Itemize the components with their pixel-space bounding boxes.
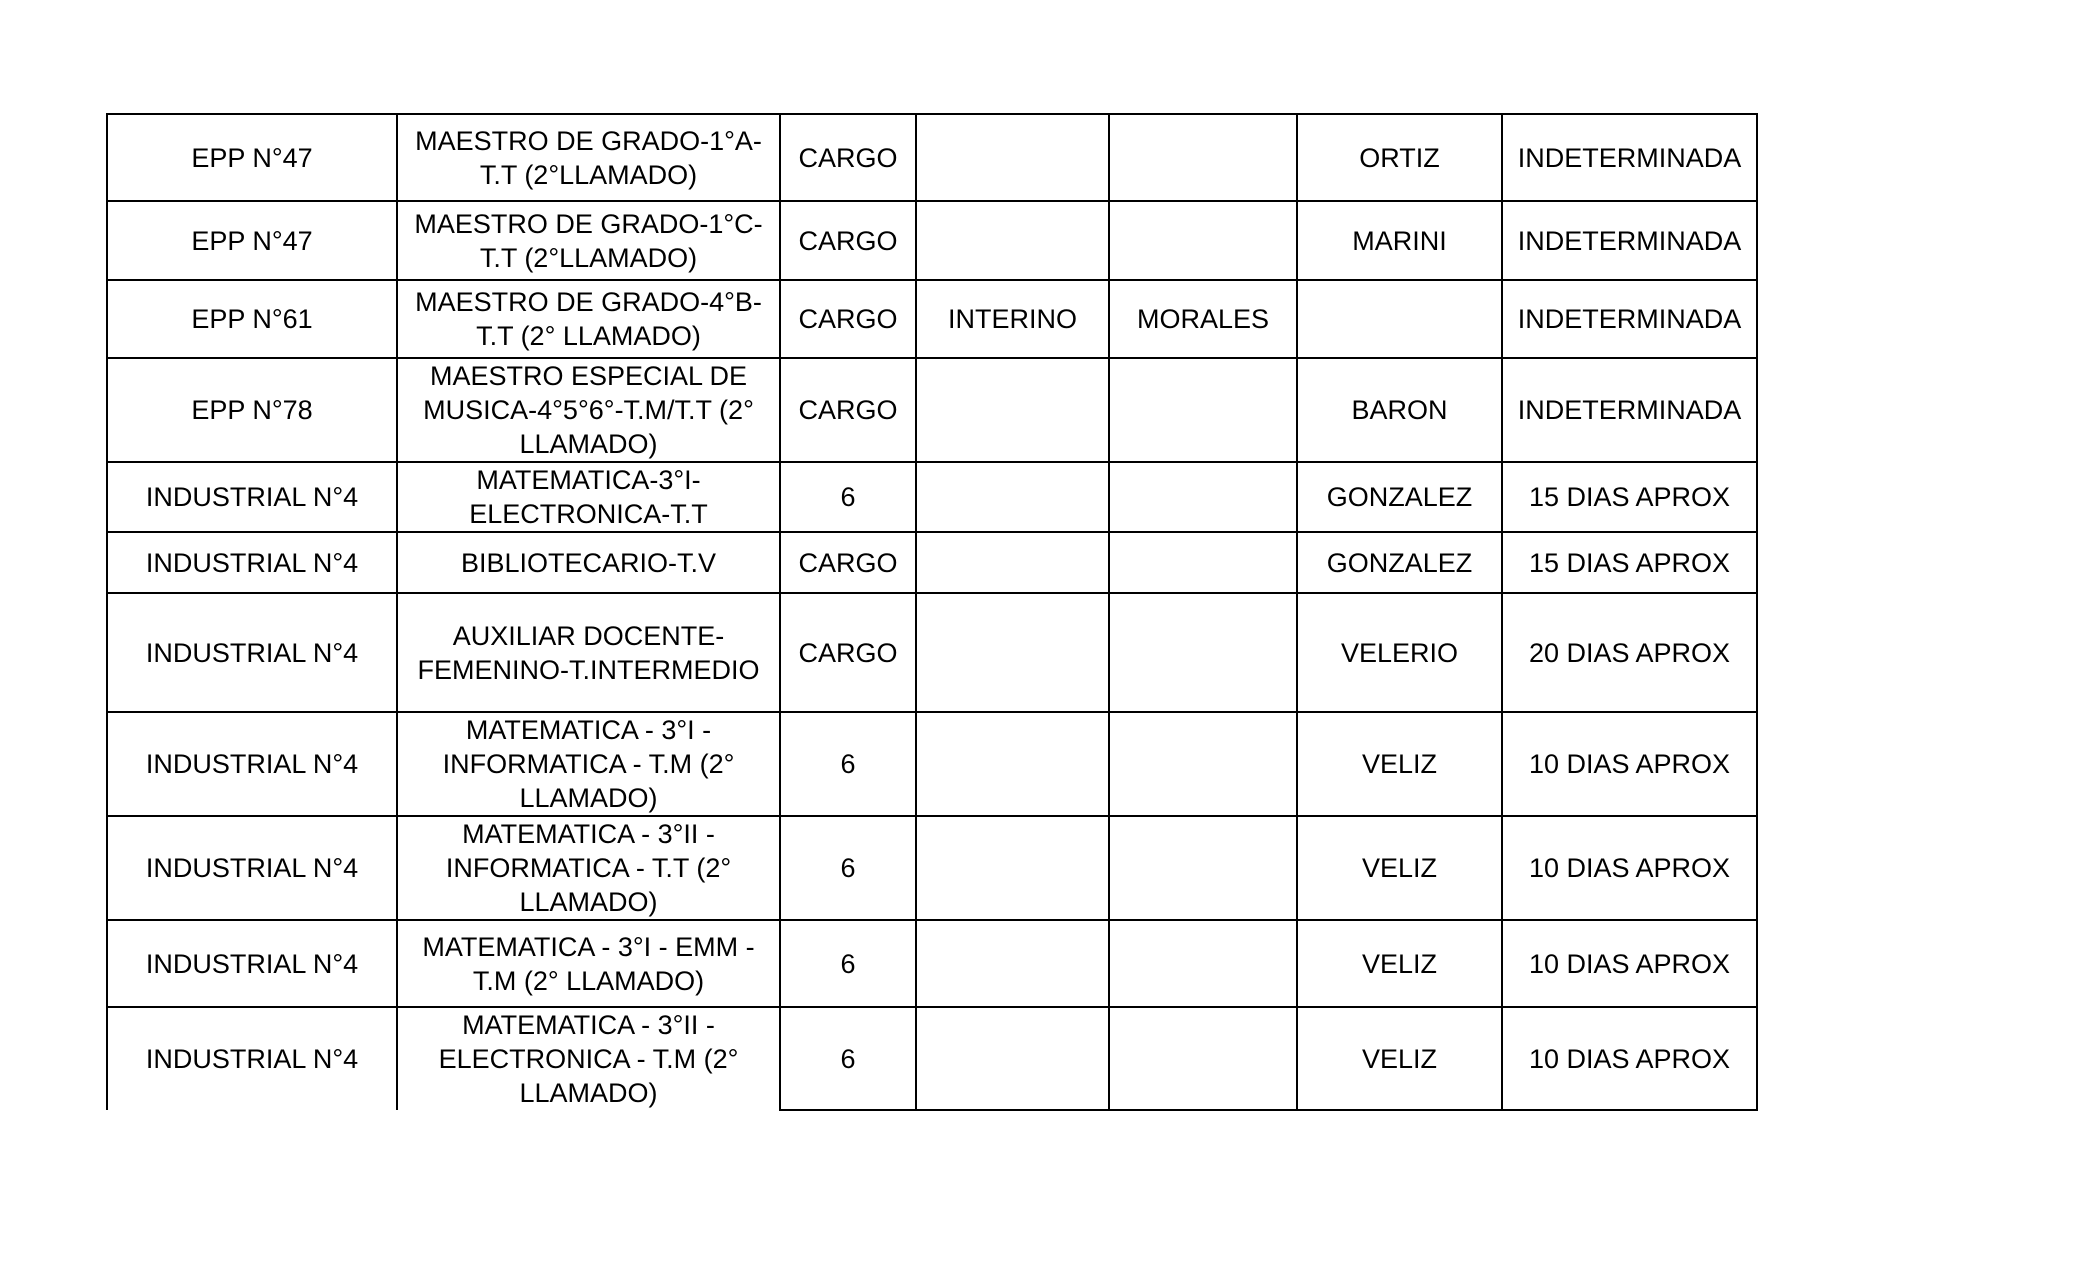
table-row bbox=[107, 1007, 1757, 1110]
status-cell bbox=[916, 816, 1109, 920]
holder-cell bbox=[1109, 920, 1297, 1007]
status-cell bbox=[916, 920, 1109, 1007]
holder-cell bbox=[1109, 532, 1297, 593]
position-cell: MAESTRO DE GRADO-4°B-T.T (2° LLAMADO) bbox=[397, 280, 780, 358]
replaced-cell bbox=[1297, 280, 1502, 358]
duration-cell: 10 DIAS APROX bbox=[1502, 1007, 1757, 1110]
replaced-cell: BARON bbox=[1297, 358, 1502, 462]
status-cell: INTERINO bbox=[916, 280, 1109, 358]
position-cell: MATEMATICA - 3°II - INFORMATICA - T.T (2° LLAMADO) bbox=[397, 816, 780, 920]
replaced-cell: GONZALEZ bbox=[1297, 462, 1502, 532]
holder-cell: MORALES bbox=[1109, 280, 1297, 358]
status-cell bbox=[916, 1007, 1109, 1110]
holder-cell bbox=[1109, 1007, 1297, 1110]
duration-cell: INDETERMINADA bbox=[1502, 201, 1757, 280]
replaced-cell: VELIZ bbox=[1297, 1007, 1502, 1110]
hours-cell: CARGO bbox=[780, 593, 916, 712]
school-cell: INDUSTRIAL N°4 bbox=[107, 816, 397, 920]
table-row bbox=[107, 462, 1757, 532]
replaced-cell: MARINI bbox=[1297, 201, 1502, 280]
status-cell bbox=[916, 593, 1109, 712]
position-cell: MAESTRO DE GRADO-1°A-T.T (2°LLAMADO) bbox=[397, 114, 780, 201]
table-row bbox=[107, 816, 1757, 920]
replaced-cell: VELIZ bbox=[1297, 816, 1502, 920]
hours-cell: CARGO bbox=[780, 532, 916, 593]
holder-cell bbox=[1109, 593, 1297, 712]
hours-cell: CARGO bbox=[780, 201, 916, 280]
hours-cell: 6 bbox=[780, 816, 916, 920]
replaced-cell: GONZALEZ bbox=[1297, 532, 1502, 593]
duration-cell: INDETERMINADA bbox=[1502, 280, 1757, 358]
hours-cell: 6 bbox=[780, 920, 916, 1007]
replaced-cell: VELIZ bbox=[1297, 920, 1502, 1007]
position-cell: MAESTRO DE GRADO-1°C-T.T (2°LLAMADO) bbox=[397, 201, 780, 280]
holder-cell bbox=[1109, 462, 1297, 532]
table-row bbox=[107, 201, 1757, 280]
school-cell: INDUSTRIAL N°4 bbox=[107, 593, 397, 712]
position-cell: MATEMATICA - 3°I - INFORMATICA - T.M (2° LLAMADO) bbox=[397, 712, 780, 816]
holder-cell bbox=[1109, 816, 1297, 920]
status-cell bbox=[916, 201, 1109, 280]
hours-cell: CARGO bbox=[780, 114, 916, 201]
status-cell bbox=[916, 114, 1109, 201]
school-cell: EPP N°61 bbox=[107, 280, 397, 358]
school-cell: EPP N°47 bbox=[107, 114, 397, 201]
status-cell bbox=[916, 532, 1109, 593]
status-cell bbox=[916, 358, 1109, 462]
hours-cell: CARGO bbox=[780, 358, 916, 462]
table-row bbox=[107, 114, 1757, 201]
school-cell: INDUSTRIAL N°4 bbox=[107, 712, 397, 816]
position-cell: MATEMATICA-3°I-ELECTRONICA-T.T bbox=[397, 462, 780, 532]
holder-cell bbox=[1109, 114, 1297, 201]
position-cell: AUXILIAR DOCENTE-FEMENINO-T.INTERMEDIO bbox=[397, 593, 780, 712]
table-row bbox=[107, 712, 1757, 816]
position-cell: MAESTRO ESPECIAL DE MUSICA-4°5°6°-T.M/T.T (2° LLAMADO) bbox=[397, 358, 780, 462]
holder-cell bbox=[1109, 712, 1297, 816]
duration-cell: 10 DIAS APROX bbox=[1502, 816, 1757, 920]
holder-cell bbox=[1109, 358, 1297, 462]
duration-cell: INDETERMINADA bbox=[1502, 114, 1757, 201]
status-cell bbox=[916, 462, 1109, 532]
school-cell: INDUSTRIAL N°4 bbox=[107, 462, 397, 532]
duration-cell: INDETERMINADA bbox=[1502, 358, 1757, 462]
status-cell bbox=[916, 712, 1109, 816]
hours-cell: 6 bbox=[780, 712, 916, 816]
holder-cell bbox=[1109, 201, 1297, 280]
duration-cell: 20 DIAS APROX bbox=[1502, 593, 1757, 712]
school-cell: EPP N°47 bbox=[107, 201, 397, 280]
replaced-cell: VELERIO bbox=[1297, 593, 1502, 712]
hours-cell: 6 bbox=[780, 462, 916, 532]
position-cell: MATEMATICA - 3°I - EMM - T.M (2° LLAMADO) bbox=[397, 920, 780, 1007]
table-row bbox=[107, 532, 1757, 593]
duration-cell: 10 DIAS APROX bbox=[1502, 712, 1757, 816]
position-cell: MATEMATICA - 3°II - ELECTRONICA - T.M (2° LLAMADO) bbox=[397, 1007, 780, 1110]
school-cell: INDUSTRIAL N°4 bbox=[107, 920, 397, 1007]
school-cell: INDUSTRIAL N°4 bbox=[107, 1007, 397, 1110]
table-row bbox=[107, 920, 1757, 1007]
duration-cell: 10 DIAS APROX bbox=[1502, 920, 1757, 1007]
duration-cell: 15 DIAS APROX bbox=[1502, 462, 1757, 532]
duration-cell: 15 DIAS APROX bbox=[1502, 532, 1757, 593]
hours-cell: CARGO bbox=[780, 280, 916, 358]
table-row bbox=[107, 593, 1757, 712]
replaced-cell: ORTIZ bbox=[1297, 114, 1502, 201]
position-cell: BIBLIOTECARIO-T.V bbox=[397, 532, 780, 593]
hours-cell: 6 bbox=[780, 1007, 916, 1110]
table-row bbox=[107, 358, 1757, 462]
table-row bbox=[107, 280, 1757, 358]
vacancy-table bbox=[106, 113, 1758, 1111]
school-cell: INDUSTRIAL N°4 bbox=[107, 532, 397, 593]
replaced-cell: VELIZ bbox=[1297, 712, 1502, 816]
school-cell: EPP N°78 bbox=[107, 358, 397, 462]
